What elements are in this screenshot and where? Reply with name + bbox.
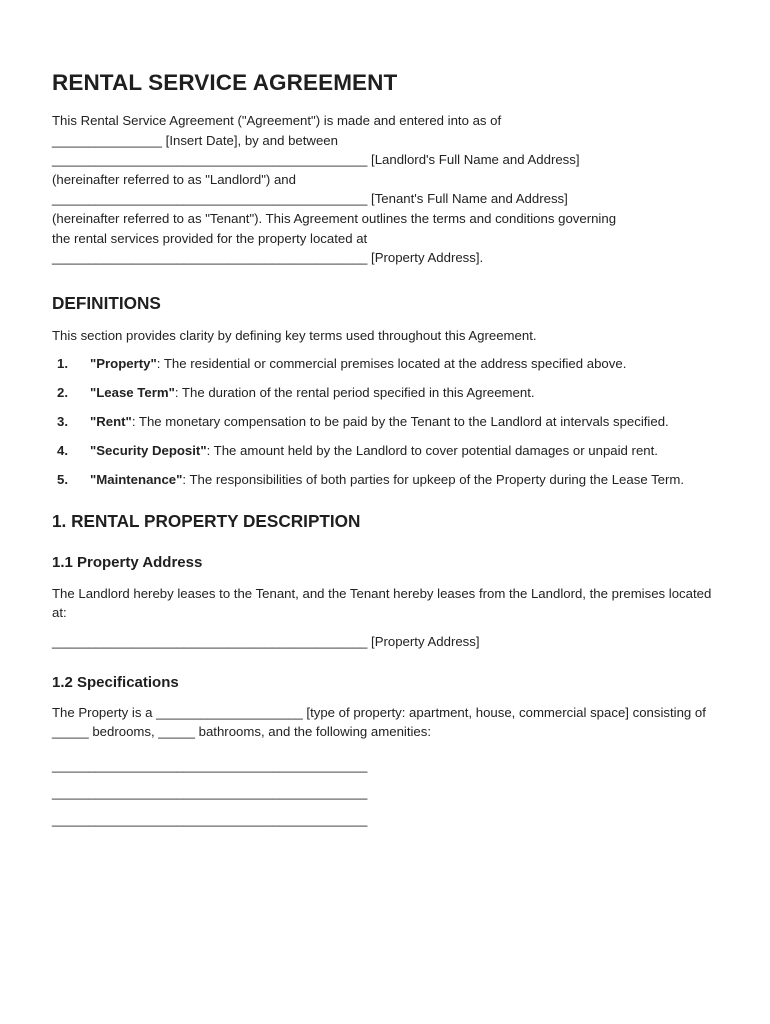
definition-number: 2. bbox=[57, 385, 68, 401]
definition-item bbox=[52, 441, 722, 461]
definition-term: "Security Deposit" bbox=[90, 443, 207, 459]
definition-text: : The duration of the rental period specified in this Agreement. bbox=[174, 385, 535, 401]
section-heading: 1. RENTAL PROPERTY DESCRIPTION bbox=[52, 510, 361, 531]
blank-line: ___________________________________________ bbox=[52, 784, 368, 800]
intro-line: ___________________________________________ [Property Address]. bbox=[52, 250, 484, 266]
definitions-heading: DEFINITIONS bbox=[52, 292, 161, 313]
amenities-blank-lines bbox=[52, 750, 722, 831]
definition-item bbox=[52, 354, 722, 374]
definitions-list bbox=[52, 354, 722, 490]
definitions-lead: This section provides clarity by defining key terms used throughout this Agreement. bbox=[52, 327, 537, 343]
subsection-heading: 1.2 Specifications bbox=[52, 673, 179, 691]
definition-text: : The residential or commercial premises located at the address specified above. bbox=[156, 356, 627, 372]
document-page bbox=[52, 70, 722, 831]
intro-line: _______________ [Insert Date], by and between bbox=[52, 132, 338, 148]
intro-line: (hereinafter referred to as "Tenant"). This Agreement outlines the terms and conditions governing bbox=[52, 210, 617, 226]
definition-number: 3. bbox=[57, 414, 68, 430]
blank-line: ___________________________________________ bbox=[52, 757, 368, 773]
intro-line: the rental services provided for the property located at bbox=[52, 230, 368, 246]
intro-line: ___________________________________________ [Tenant's Full Name and Address] bbox=[52, 191, 568, 207]
subsection-text: The Landlord hereby leases to the Tenant, and the Tenant hereby leases from the Landlord, the premises located at: bbox=[52, 585, 712, 621]
subsection-heading: 1.1 Property Address bbox=[52, 553, 203, 571]
definition-term: "Rent" bbox=[90, 414, 132, 430]
definition-item bbox=[52, 470, 722, 490]
intro-line: (hereinafter referred to as "Landlord") and bbox=[52, 171, 296, 187]
definition-term: "Maintenance" bbox=[90, 472, 183, 488]
intro-paragraph bbox=[52, 111, 722, 268]
blank-line: ___________________________________________ bbox=[52, 811, 368, 827]
property-address-line: ___________________________________________ [Property Address] bbox=[52, 634, 480, 650]
definition-text: : The amount held by the Landlord to cover potential damages or unpaid rent. bbox=[206, 443, 658, 459]
definition-item bbox=[52, 412, 722, 432]
definition-text: : The responsibilities of both parties for upkeep of the Property during the Lease Term. bbox=[182, 472, 685, 488]
definition-text: : The monetary compensation to be paid by the Tenant to the Landlord at intervals specified. bbox=[131, 414, 669, 430]
document-title: RENTAL SERVICE AGREEMENT bbox=[52, 70, 398, 95]
definition-term: "Lease Term" bbox=[90, 385, 175, 401]
definition-number: 5. bbox=[57, 472, 68, 488]
intro-line: This Rental Service Agreement ("Agreement") is made and entered into as of bbox=[52, 113, 502, 128]
subsection-text: The Property is a ____________________ [type of property: apartment, house, commercial space] consisting of _____ bedrooms, _____ bathrooms, and the following amenities: bbox=[52, 704, 706, 740]
definition-number: 4. bbox=[57, 443, 68, 459]
intro-line: ___________________________________________ [Landlord's Full Name and Address] bbox=[52, 152, 580, 168]
definition-item bbox=[52, 383, 722, 403]
definition-term: "Property" bbox=[90, 356, 157, 372]
definition-number: 1. bbox=[57, 356, 68, 372]
